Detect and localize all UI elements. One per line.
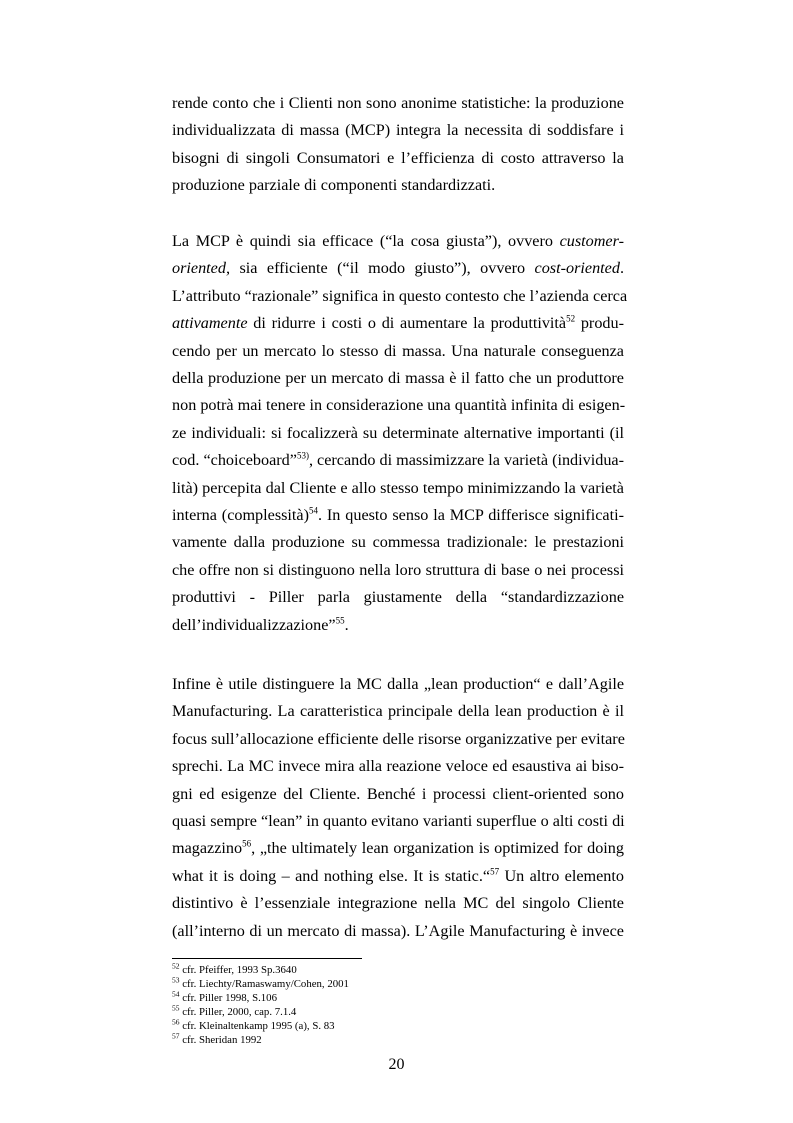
text-line bbox=[172, 835, 624, 862]
text-line bbox=[172, 255, 624, 282]
text-run: . bbox=[619, 259, 624, 278]
text-line bbox=[172, 310, 624, 337]
text-line: produzione parziale di componenti standardizzati. bbox=[172, 176, 496, 195]
text-run: magazzino bbox=[172, 839, 243, 858]
footnote-number: 52 bbox=[172, 961, 180, 971]
paragraph-2 bbox=[172, 228, 628, 639]
text-line: focus sull’allocazione efficiente delle risorse organizzative per evitare bbox=[172, 729, 625, 748]
text-line: gni ed esigenze del Cliente. Benché i processi client-oriented sono bbox=[172, 784, 624, 803]
footnote-item bbox=[172, 1019, 349, 1033]
text-line bbox=[172, 863, 624, 890]
text-run: Un altro elemento bbox=[499, 866, 624, 885]
text-run: produ- bbox=[575, 314, 624, 333]
footnote-text: cfr. Piller, 2000, cap. 7.1.4 bbox=[179, 1006, 297, 1018]
text-line: bisogni di singoli Consumatori e l’efficienza di costo attraverso la bbox=[172, 148, 624, 167]
footnote-text: cfr. Pfeiffer, 1993 Sp.3640 bbox=[179, 964, 297, 976]
text-line: che offre non si distinguono nella loro struttura di base o nei processi bbox=[172, 560, 624, 579]
paragraph-3 bbox=[172, 671, 624, 945]
footnote-text: cfr. Kleinaltenkamp 1995 (a), S. 83 bbox=[179, 1020, 335, 1032]
text-run: cod. “choiceboard” bbox=[172, 451, 297, 470]
text-line: produttivi - Piller parla giustamente della “standardizzazione bbox=[172, 588, 624, 607]
italic-run: customer- bbox=[559, 232, 624, 250]
text-line bbox=[172, 447, 624, 474]
text-line: individualizzata di massa (MCP) integra la necessita di soddisfare i bbox=[172, 121, 624, 140]
paragraph-1 bbox=[172, 90, 624, 200]
footnote-item bbox=[172, 1005, 349, 1019]
italic-run: cost-oriented bbox=[534, 259, 620, 278]
text-line: (all’interno di un mercato di massa). L’Agile Manufacturing è invece bbox=[172, 921, 624, 940]
text-line: non potrà mai tenere in considerazione una quantità infinita di esigen- bbox=[172, 396, 626, 415]
text-line: della produzione per un mercato di massa è il fatto che un produttore bbox=[172, 369, 624, 388]
text-line: quasi sempre “lean” in quanto evitano varianti superflue o alti costi di bbox=[172, 812, 625, 831]
text-line: distintivo è l’essenziale integrazione nella MC del singolo Cliente bbox=[172, 894, 624, 913]
footnote-item bbox=[172, 1033, 349, 1047]
footnote-text: cfr. Liechty/Ramaswamy/Cohen, 2001 bbox=[179, 978, 349, 990]
text-run: what it is doing – and nothing else. It is static.“ bbox=[172, 866, 491, 885]
text-line: rende conto che i Clienti non sono anonime statistiche: la produzione bbox=[172, 94, 624, 112]
footnote-number: 55 bbox=[172, 1003, 180, 1013]
text-line: Infine è utile distinguere la MC dalla „lean production“ e dall’Agile bbox=[172, 675, 624, 693]
footnote-number: 54 bbox=[172, 989, 180, 999]
text-line bbox=[172, 502, 624, 529]
footnote-item bbox=[172, 963, 349, 977]
footnote-ref: 56 bbox=[242, 839, 252, 850]
footnote-number: 56 bbox=[172, 1017, 180, 1027]
text-line: vamente dalla produzione su commessa tradizionale: le prestazioni bbox=[172, 533, 624, 552]
text-line: cendo per un mercato lo stesso di massa. Una naturale conseguenza bbox=[172, 341, 624, 360]
page-number: 20 bbox=[388, 1056, 405, 1073]
footnote-ref: 54 bbox=[309, 505, 319, 516]
footnotes bbox=[172, 963, 349, 1047]
footnote-ref: 52 bbox=[566, 313, 576, 324]
text-line: sprechi. La MC invece mira alla reazione veloce ed esaustiva ai biso- bbox=[172, 757, 624, 776]
text-line: lità) percepita dal Cliente e allo stesso tempo minimizzando la varietà bbox=[172, 478, 624, 497]
text-run: , „the ultimately lean organization is optimized for doing bbox=[251, 839, 624, 858]
text-line bbox=[172, 612, 624, 639]
footnote-ref: 57 bbox=[490, 866, 500, 877]
footnote-separator bbox=[172, 958, 362, 959]
text-run: dell’individualizzazione” bbox=[172, 615, 336, 634]
footnote-number: 57 bbox=[172, 1031, 180, 1041]
text-run: interna (complessità) bbox=[172, 506, 310, 525]
text-line bbox=[172, 228, 624, 255]
footnote-item bbox=[172, 977, 349, 991]
text-run: La MCP è quindi sia efficace (“la cosa giusta”), ovvero bbox=[172, 232, 560, 250]
footnote-item bbox=[172, 991, 349, 1005]
text-line: Manufacturing. La caratteristica principale della lean production è il bbox=[172, 702, 624, 721]
text-line: L’attributo “razionale” significa in questo contesto che l’azienda cerca bbox=[172, 286, 628, 305]
footnote-ref: 53) bbox=[296, 450, 309, 461]
text-run: . In questo senso la MCP differisce significati- bbox=[318, 506, 624, 525]
text-run: , cercando di massimizzare la varietà (individua- bbox=[308, 451, 625, 470]
footnote-text: cfr. Piller 1998, S.106 bbox=[179, 992, 277, 1004]
footnote-ref: 55 bbox=[335, 615, 345, 626]
footnote-text: cfr. Sheridan 1992 bbox=[179, 1034, 262, 1046]
text-run: di ridurre i costi o di aumentare la produttività bbox=[247, 314, 567, 333]
text-run: . bbox=[344, 615, 349, 634]
italic-run: attivamente bbox=[172, 314, 248, 333]
italic-run: oriented, bbox=[172, 259, 230, 278]
footnote-number: 53 bbox=[172, 975, 180, 985]
text-run: sia efficiente (“il modo giusto”), ovvero bbox=[230, 259, 535, 278]
text-line: ze individuali: si focalizzerà su determinate alternative importanti (il bbox=[172, 423, 624, 442]
